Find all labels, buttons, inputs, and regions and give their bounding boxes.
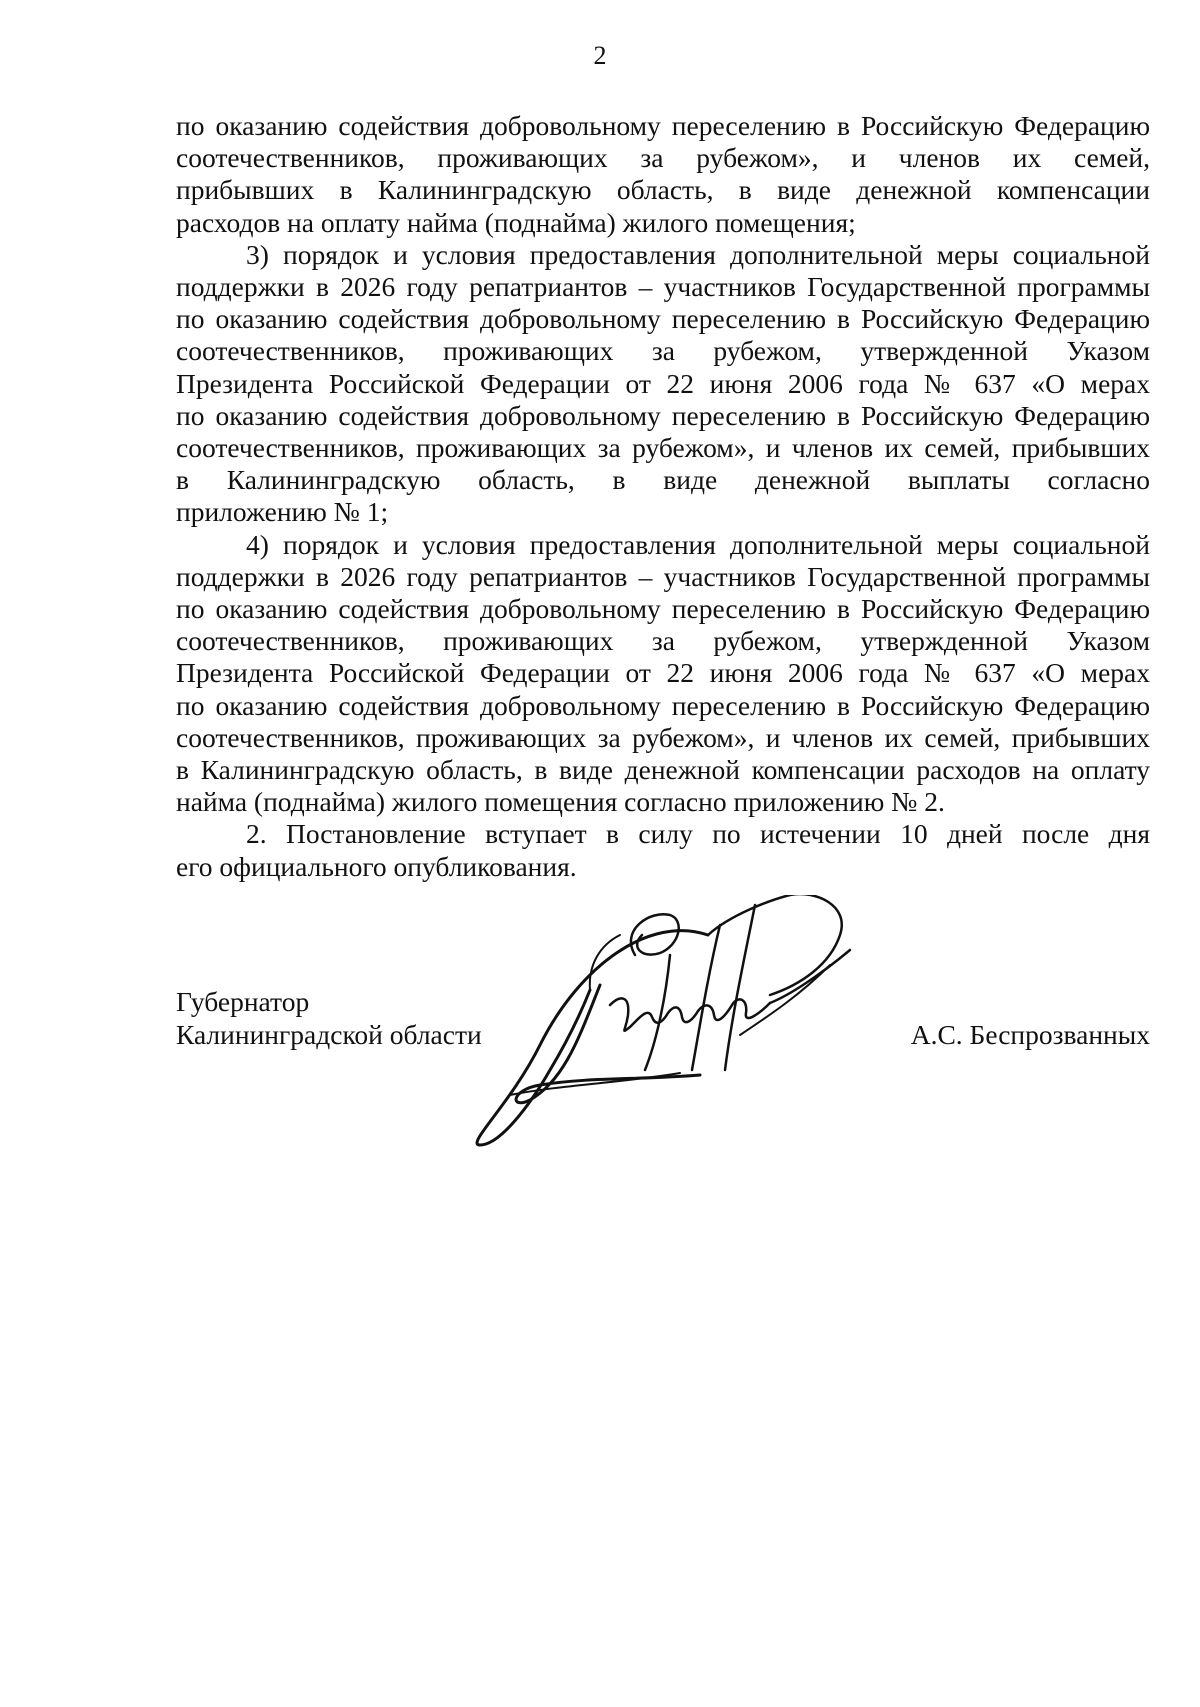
text-line: соотечественников, проживающих за рубежом», и членов их семей, прибывших: [176, 432, 1150, 464]
text-line: соотечественников, проживающих за рубежом», и членов их семей,: [176, 142, 1150, 174]
text-line: Президента Российской Федерации от 22 июня 2006 года № 637 «О мерах: [176, 657, 1150, 689]
text-line: 3) порядок и условия предоставления дополнительной меры социальной: [246, 238, 1150, 270]
text-line: по оказанию содействия добровольному переселению в Российскую Федерацию: [176, 689, 1150, 721]
document-body: [176, 110, 1150, 883]
text-line: по оказанию содействия добровольному переселению в Российскую Федерацию: [176, 303, 1150, 335]
text-line: 4) порядок и условия предоставления дополнительной меры социальной: [246, 528, 1150, 560]
text-line: Президента Российской Федерации от 22 июня 2006 года № 637 «О мерах: [176, 367, 1150, 399]
text-line: приложению № 1;: [176, 496, 389, 528]
signatory-title-line2: Калининградской области: [176, 1019, 482, 1050]
text-line: поддержки в 2026 году репатриантов – участников Государственной программы: [176, 560, 1150, 592]
text-line: соотечественников, проживающих за рубежом, утвержденной Указом: [176, 625, 1150, 657]
signatory-title: [176, 985, 482, 1051]
signatory-title-line1: Губернатор: [176, 986, 310, 1017]
text-line: поддержки в 2026 году репатриантов – участников Государственной программы: [176, 271, 1150, 303]
text-line: 2. Постановление вступает в силу по истечении 10 дней после дня: [246, 818, 1150, 850]
signatory-name: А.С. Беспрозванных: [910, 1019, 1150, 1050]
signature-block: [176, 985, 1150, 1185]
text-line: найма (поднайма) жилого помещения согласно приложению № 2.: [176, 786, 945, 818]
text-line: прибывших в Калининградскую область, в виде денежной компенсации: [176, 174, 1150, 206]
text-line: его официального опубликования.: [176, 850, 577, 882]
text-line: соотечественников, проживающих за рубежом», и членов их семей, прибывших: [176, 721, 1150, 753]
text-line: соотечественников, проживающих за рубежом, утвержденной Указом: [176, 335, 1150, 367]
text-line: по оказанию содействия добровольному переселению в Российскую Федерацию: [176, 110, 1150, 141]
text-line: расходов на оплату найма (поднайма) жилого помещения;: [176, 206, 856, 238]
text-line: в Калининградскую область, в виде денежной выплаты согласно: [176, 464, 1150, 496]
text-line: по оказанию содействия добровольному переселению в Российскую Федерацию: [176, 593, 1150, 625]
text-line: в Калининградскую область, в виде денежной компенсации расходов на оплату: [176, 754, 1150, 786]
text-line: по оказанию содействия добровольному переселению в Российскую Федерацию: [176, 399, 1150, 431]
page-number: 2: [593, 41, 607, 70]
